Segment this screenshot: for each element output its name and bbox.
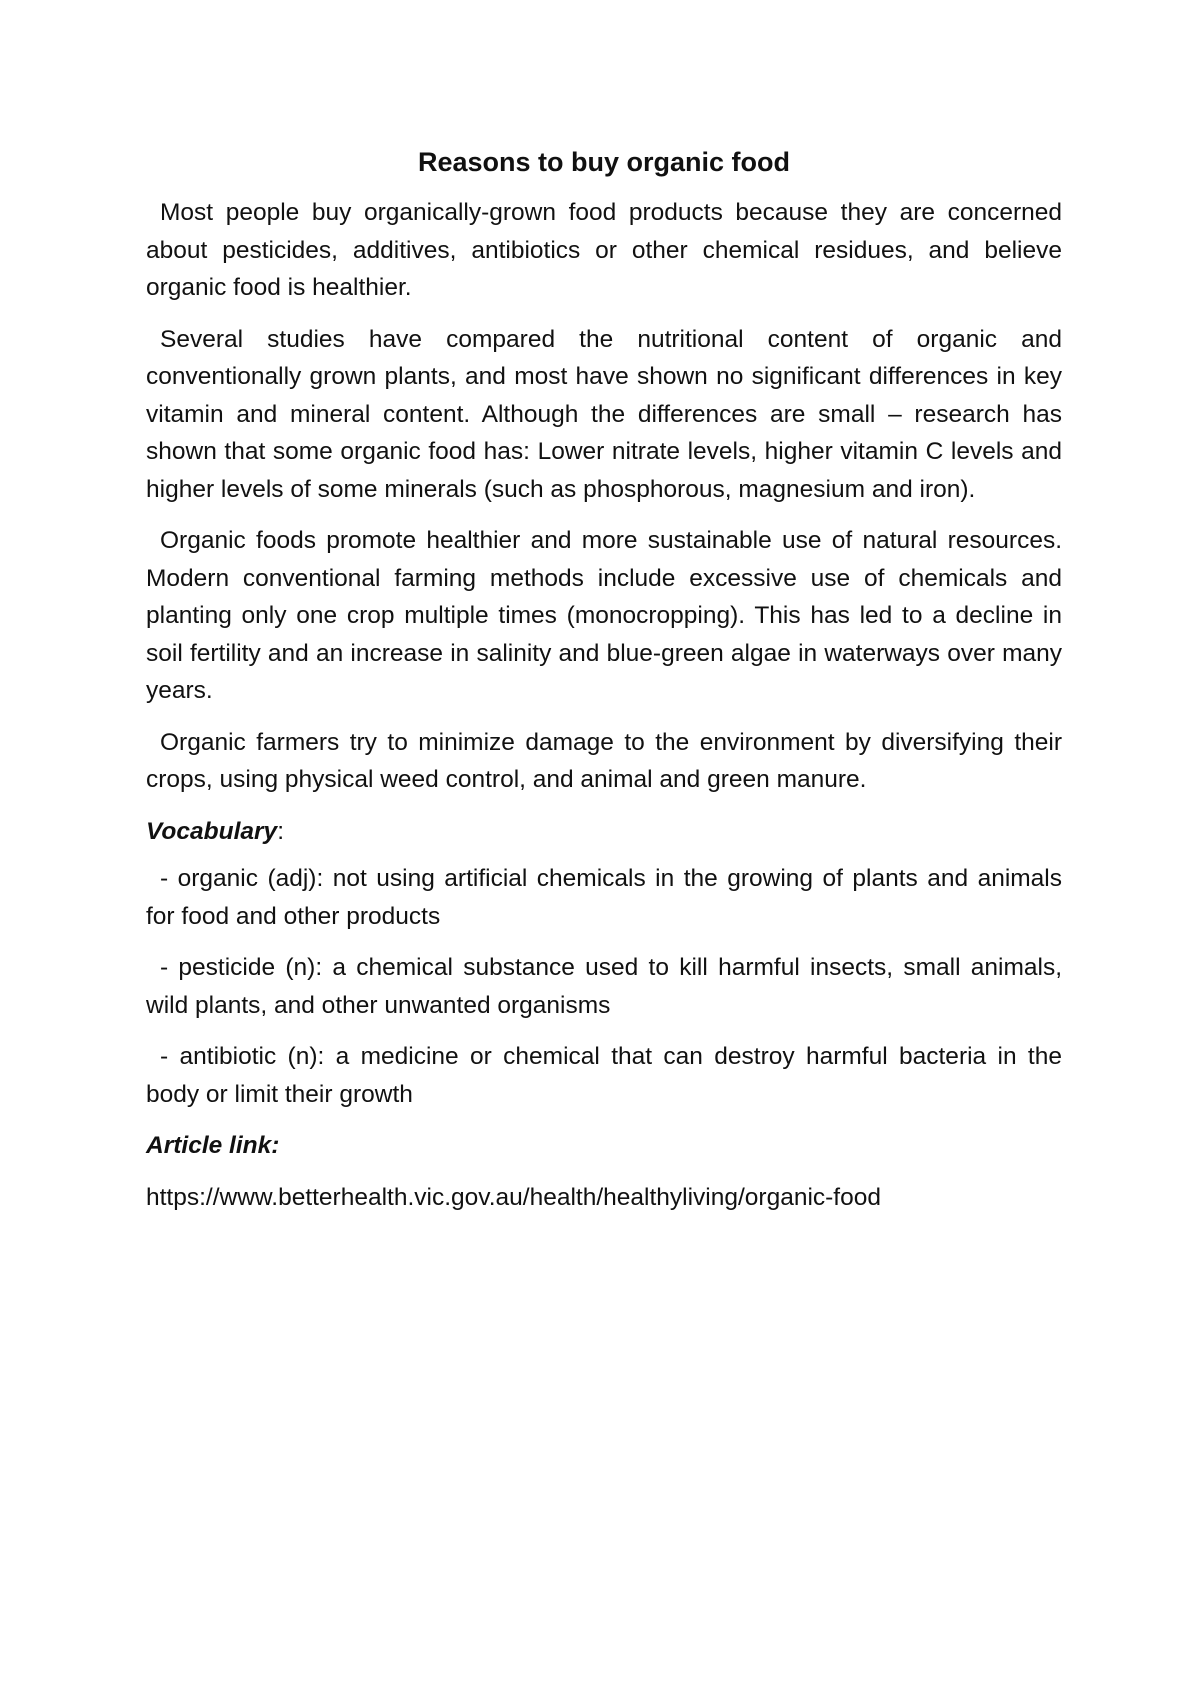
article-link-heading: Article link: — [146, 1132, 280, 1159]
vocabulary-item-pesticide: - pesticide (n): a chemical substance used to kill harmful insects, small animals, wild plants, and other unwanted organisms — [146, 954, 1062, 1019]
document-title: Reasons to buy organic food — [417, 147, 791, 177]
vocabulary-heading-colon: : — [277, 817, 284, 845]
paragraph-1: Most people buy organically-grown food products because they are concerned about pesticides, additives, antibiotics or other chemical residues, and believe organic food is healthier. — [146, 199, 1062, 301]
paragraph-2: Several studies have compared the nutritional content of organic and conventionally grown plants, and most have shown no significant differences in key vitamin and mineral content. Although the differences are small – research has shown that some organic food has: Lower nitrate levels, higher vitamin C levels and higher levels of some minerals (such as phosphorous, magnesium and iron). — [146, 325, 1062, 503]
paragraph-3: Organic foods promote healthier and more sustainable use of natural resources. Modern conventional farming methods include excessive use of chemicals and planting only one crop multiple times (monocropping). This has led to a decline in soil fertility and an increase in salinity and blue-green algae in waterways over many years. — [146, 527, 1062, 704]
vocabulary-item-antibiotic: - antibiotic (n): a medicine or chemical that can destroy harmful bacteria in the body or limit their growth — [146, 1043, 1062, 1108]
vocabulary-heading — [146, 813, 1062, 851]
vocabulary-heading-label: Vocabulary — [146, 817, 278, 845]
document-body — [146, 142, 1062, 1216]
article-link[interactable]: https://www.betterhealth.vic.gov.au/health/healthyliving/organic-food — [146, 1183, 881, 1211]
vocabulary-item-organic: - organic (adj): not using artificial chemicals in the growing of plants and animals for food and other products — [146, 865, 1062, 930]
paragraph-4: Organic farmers try to minimize damage to the environment by diversifying their crops, using physical weed control, and animal and green manure. — [146, 728, 1062, 793]
